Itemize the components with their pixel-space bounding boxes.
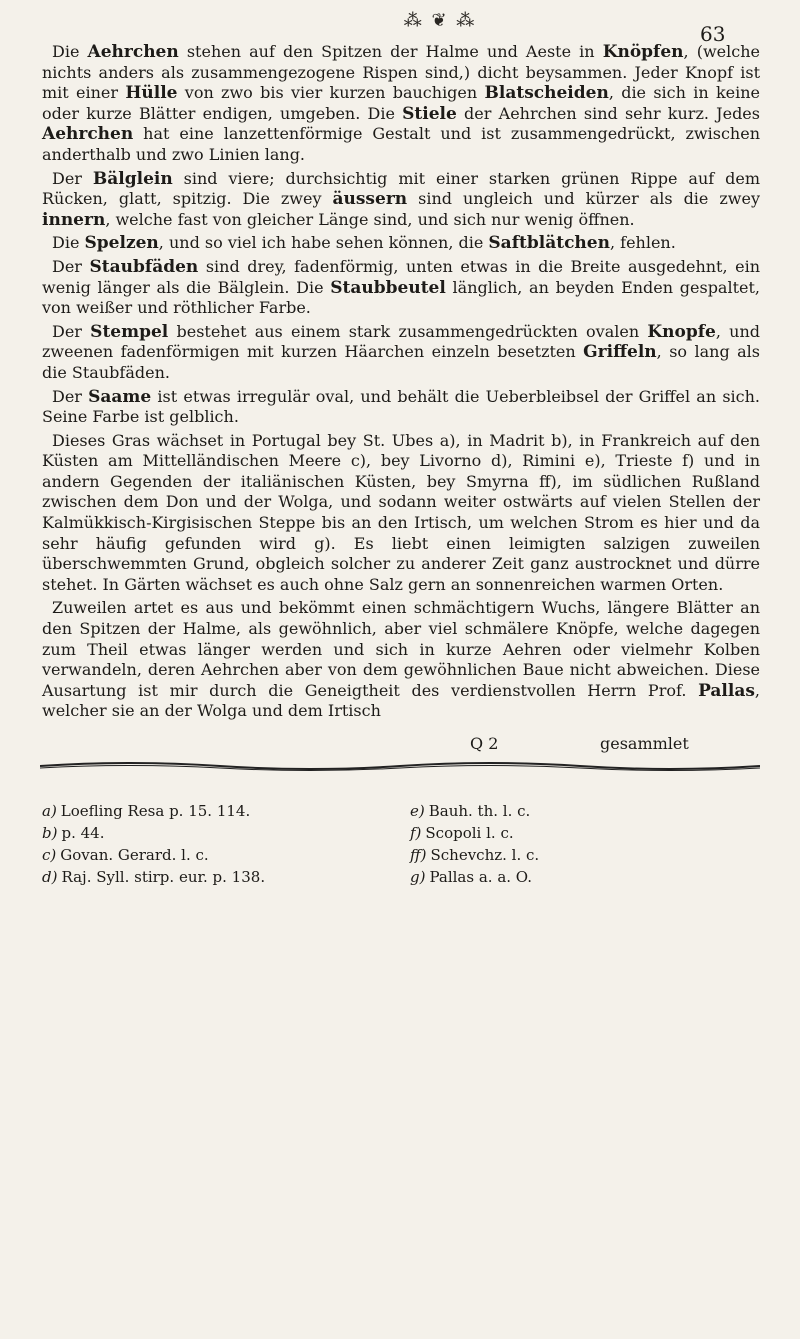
body-text: [42, 42, 760, 725]
footnote-mark: f): [410, 824, 422, 842]
text-run: sind drey, fadenförmig, unten etwas in die Breite ausgedehnt, ein wenig länger als die Bälglein. Die: [42, 256, 760, 297]
footnote-text: Loefling Resa p. 15. 114.: [60, 802, 251, 820]
text-run: bestehet aus einem stark zusammengedrückten ovalen: [168, 321, 648, 341]
text-run: , so lang als die Staubfäden.: [42, 342, 760, 382]
bold-term: Hülle: [125, 83, 178, 104]
footnote: [42, 866, 352, 888]
text-run: , (welche nichts anders als zusammengezogene Rispen sind,) dicht beysammen. Jeder Knopf ist mit einer: [42, 42, 760, 103]
text-run: von zwo bis vier kurzen bauchigen: [177, 83, 485, 103]
text-run: Der: [52, 256, 90, 276]
text-run: , welche fast von gleicher Länge sind, und sich nur wenig öffnen.: [105, 209, 635, 229]
bold-term: Spelzen: [84, 233, 159, 254]
footnote: [410, 822, 710, 844]
paragraph: [42, 322, 760, 384]
bold-term: Saftblätchen: [488, 233, 610, 254]
paragraph: [42, 257, 760, 319]
footnote: [42, 822, 352, 844]
footnote-text: Pallas a. a. O.: [429, 868, 532, 886]
text-run: länglich, an beyden Enden gespaltet, von weißer und röthlicher Farbe.: [42, 277, 761, 318]
text-run: stehen auf den Spitzen der Halme und Aeste in: [178, 42, 603, 61]
paragraph: [42, 387, 760, 428]
footnote-mark: d): [42, 868, 58, 886]
text-run: , die sich in keine oder kurze Blätter endigen, umgeben. Die: [42, 83, 760, 123]
footnote-mark: e): [410, 802, 425, 820]
bold-term: Bälglein: [92, 168, 173, 189]
paragraph: [42, 169, 760, 231]
bold-term: Blatscheiden: [484, 83, 609, 104]
footnote-mark: ff): [410, 846, 427, 864]
footnote: [410, 800, 710, 822]
text-run: , und so viel ich habe sehen können, die: [158, 233, 489, 253]
footnote-text: Scopoli l. c.: [425, 824, 514, 842]
ornamental-rule: [40, 760, 760, 772]
text-run: Der: [52, 168, 93, 188]
header-ornament: ⁂ ❦ ⁂: [403, 10, 477, 31]
paragraph: [42, 42, 760, 166]
text-run: Der: [52, 321, 91, 341]
footnote: [42, 800, 352, 822]
footnote-text: Raj. Syll. stirp. eur. p. 138.: [61, 868, 266, 886]
catchword: gesammlet: [600, 734, 689, 753]
paragraph: [42, 233, 760, 254]
bold-term: Stiele: [402, 103, 457, 124]
text-run: Die: [52, 233, 85, 253]
bold-term: Knopfe: [647, 321, 716, 342]
text-run: Dieses Gras wächset in Portugal bey St. Ubes a), in Madrit b), in Frankreich auf den Küsten am Mittelländischen Meere c), bey Livorno d), Rimini e), Trieste f) und in andern Gegenden der italiänischen Küsten, bey Smyrna ff), im südlichen Rußland zwischen dem Don und der Wolga, und sodann weiter ostwärts auf vielen Stellen der Kalmükkisch-Kirgisischen Steppe bis an den Irtisch, um welchen Strom es hier und da sehr häufig gefunden wird g). Es liebt einen leimigten salzigen zuweilen überschwemmten Grund, obgleich solcher zu anderer Zeit ganz austrocknet und dürre stehet. In Gärten wächset es auch ohne Salz gern an sonnenreichen warmen Orten.: [42, 430, 760, 594]
text-run: sind viere; durchsichtig mit einer starken grünen Rippe auf dem Rücken, glatt, spitzig. Die zwey: [42, 168, 761, 209]
bold-term: äussern: [332, 189, 408, 210]
bold-term: Knöpfen: [602, 42, 684, 62]
page-number: 63: [700, 22, 726, 46]
bold-term: Stempel: [90, 321, 169, 342]
text-run: Zuweilen artet es aus und bekömmt einen schmächtigern Wuchs, längere Blätter an den Spitzen der Halme, als gewöhnlich, aber viel schmälere Knöpfe, welche dagegen zum Theil etwas länger werden und sich in kurze Aehren oder vielmehr Kolben verwandeln, deren Aehrchen aber von dem gewöhnlichen Baue nicht abweichen. Diese Ausartung ist mir durch die Geneigtheit des verdienstvollen Herrn Prof.: [42, 598, 760, 700]
bold-term: Aehrchen: [42, 124, 134, 145]
bold-term: Griffeln: [583, 342, 657, 363]
bold-term: Pallas: [698, 680, 755, 701]
footnotes-right: [410, 800, 710, 888]
bold-term: Saame: [88, 386, 152, 407]
bold-term: innern: [42, 209, 106, 230]
signature-mark: Q 2: [470, 734, 499, 753]
footnote-text: Govan. Gerard. l. c.: [60, 846, 209, 864]
footnote-mark: g): [410, 868, 426, 886]
text-run: Die: [52, 42, 88, 61]
footnote-mark: a): [42, 802, 57, 820]
text-run: , welcher sie an der Wolga und dem Irtisch: [42, 680, 760, 721]
footnote-text: Bauh. th. l. c.: [428, 802, 531, 820]
footnote: [410, 866, 710, 888]
bold-term: Aehrchen: [87, 42, 179, 62]
paragraph: [42, 431, 760, 596]
footnote: [42, 844, 352, 866]
text-run: ist etwas irregulär oval, und behält die Ueberbleibsel der Griffel an sich. Seine Farbe ist gelblich.: [42, 386, 761, 427]
text-run: sind ungleich und kürzer als die zwey: [407, 189, 761, 209]
bold-term: Staubfäden: [89, 256, 199, 277]
footnote-mark: b): [42, 824, 58, 842]
footnote-mark: c): [42, 846, 57, 864]
text-run: , fehlen.: [609, 233, 676, 253]
footnote-text: p. 44.: [61, 824, 105, 842]
text-run: hat eine lanzettenförmige Gestalt und ist zusammengedrückt, zwischen anderthalb und zwo Linien lang.: [42, 124, 760, 164]
footnote-text: Schevchz. l. c.: [430, 846, 540, 864]
paragraph: [42, 598, 760, 722]
bold-term: Staubbeutel: [330, 277, 446, 298]
text-run: der Aehrchen sind sehr kurz. Jedes: [456, 103, 760, 123]
footnote: [410, 844, 710, 866]
text-run: Der: [52, 386, 89, 406]
text-run: , und zweenen fadenförmigen mit kurzen Häarchen einzeln besetzten: [42, 321, 761, 362]
footnotes-left: [42, 800, 352, 888]
